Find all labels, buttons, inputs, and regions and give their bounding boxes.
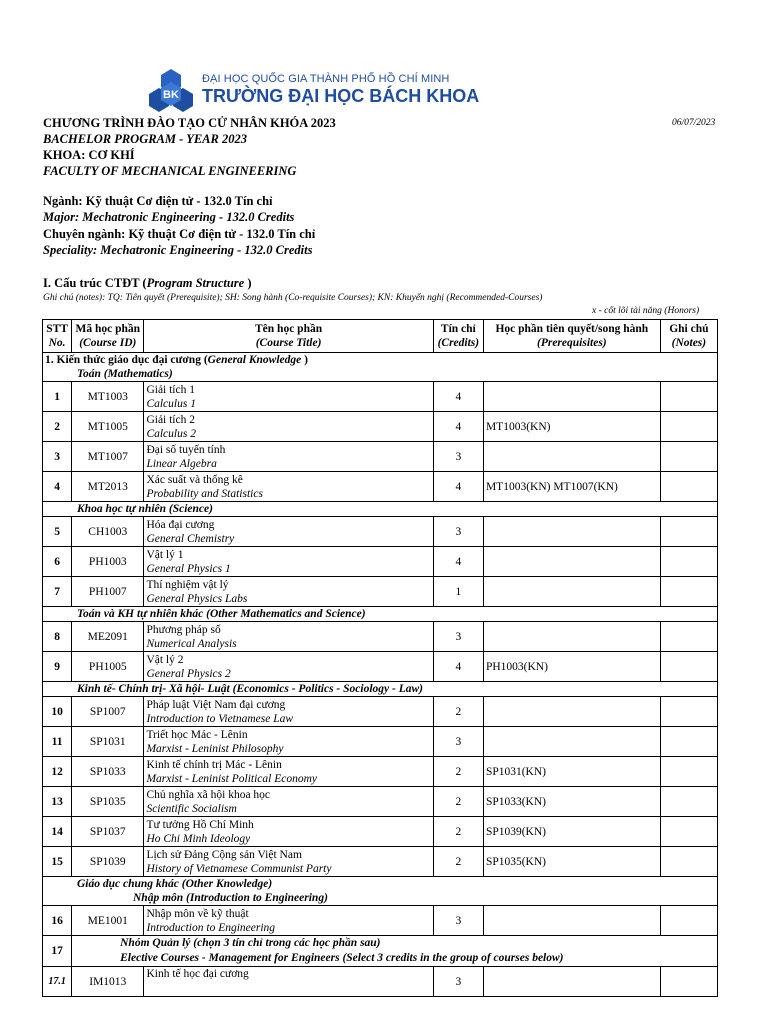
course-title-en: Linear Algebra [146,457,217,470]
col-header-notes: Ghi chú (Notes) [660,320,717,353]
course-notes [660,787,717,817]
structure-heading-close: ) [244,276,252,290]
course-stt: 1 [43,382,72,412]
course-prereq [483,577,660,607]
faculty-vn: KHOA: CƠ KHÍ [43,148,135,162]
table-row [43,817,718,847]
table-row [43,652,718,682]
course-title-en: General Physics 2 [146,667,231,680]
course-notes [660,697,717,727]
course-notes [660,906,717,936]
table-row [43,906,718,936]
course-title [144,727,433,757]
logo-line2: TRƯỜNG ĐẠI HỌC BÁCH KHOA [202,86,480,106]
course-credits: 3 [433,906,483,936]
course-title [144,787,433,817]
course-prereq [483,906,660,936]
course-title [144,906,433,936]
table-row [43,697,718,727]
course-prereq: SP1039(KN) [483,817,660,847]
course-prereq: MT1003(KN) MT1007(KN) [483,472,660,502]
course-credits: 4 [433,382,483,412]
course-title-en: Probability and Statistics [146,487,263,500]
course-table-body [43,353,718,997]
faculty-en: FACULTY OF MECHANICAL ENGINEERING [43,164,297,178]
course-title-vn: Lịch sử Đảng Cộng sản Việt Nam [146,848,302,861]
course-title-en: Introduction to Engineering [146,921,276,934]
course-code: MT2013 [72,472,144,502]
course-notes [660,967,717,997]
course-title-vn: Xác suất và thống kê [146,473,243,486]
group-econ: Kinh tế- Chính trị- Xã hội- Luật (Economics - Politics - Sociology - Law) [43,682,718,697]
table-row [43,442,718,472]
course-title [144,547,433,577]
group-heading-row [43,877,718,892]
elective-group-row [43,936,718,967]
course-prereq [483,622,660,652]
course-notes [660,442,717,472]
course-stt: 11 [43,727,72,757]
course-title [144,577,433,607]
group-heading-row [43,502,718,517]
course-credits: 2 [433,757,483,787]
course-prereq [483,442,660,472]
structure-heading-en: Program Structure [146,276,245,290]
notes-legend: Ghi chú (notes): TQ: Tiên quyết (Prerequisite); SH: Song hành (Co-requisite Courses); KN: Khuyến nghị (Recommended-Courses) [43,293,543,303]
course-code: PH1003 [72,547,144,577]
program-title-en: BACHELOR PROGRAM - YEAR 2023 [43,132,247,146]
group-heading-row [43,367,718,382]
course-title [144,382,433,412]
table-row [43,622,718,652]
course-code: SP1035 [72,787,144,817]
major-vn: Ngành: Kỹ thuật Cơ điện tử - 132.0 Tín chỉ [43,194,273,208]
table-row [43,382,718,412]
section-general-knowledge: 1. Kiến thức giáo dục đại cương (General Knowledge ) [43,353,718,368]
course-title-vn: Hóa đại cương [146,518,215,531]
course-title-vn: Thí nghiệm vật lý [146,578,229,591]
course-title [144,622,433,652]
course-title [144,652,433,682]
elective-title-en: Elective Courses - Management for Engineers (Select 3 credits in the group of courses below) [120,952,564,964]
course-stt: 4 [43,472,72,502]
course-credits: 2 [433,787,483,817]
section-heading-row [43,353,718,368]
col-header-title: Tên học phần (Course Title) [144,320,433,353]
group-heading-row [43,607,718,622]
course-title [144,847,433,877]
course-notes [660,817,717,847]
major-en: Major: Mechatronic Engineering - 132.0 Credits [43,210,295,224]
course-credits: 3 [433,967,483,997]
course-credits: 3 [433,727,483,757]
logo-line1: ĐẠI HỌC QUỐC GIA THÀNH PHỐ HỒ CHÍ MINH [202,73,450,85]
course-stt: 10 [43,697,72,727]
col-header-credits: Tín chỉ (Credits) [433,320,483,353]
course-notes [660,547,717,577]
course-title-en: Calculus 1 [146,397,196,410]
course-code: PH1005 [72,652,144,682]
course-notes [660,382,717,412]
table-row [43,517,718,547]
structure-heading-vn: I. Cấu trúc CTĐT ( [43,276,147,290]
group-other-math: Toán và KH tự nhiên khác (Other Mathematics and Science) [43,607,718,622]
subgroup-heading-row [43,891,718,906]
course-stt: 13 [43,787,72,817]
course-stt: 2 [43,412,72,442]
course-stt: 7 [43,577,72,607]
course-notes [660,517,717,547]
elective-title-vn: Nhóm Quản lý (chọn 3 tín chỉ trong các học phần sau) [120,937,381,949]
course-stt: 3 [43,442,72,472]
course-prereq [483,547,660,577]
course-prereq: SP1031(KN) [483,757,660,787]
col-header-prereq: Học phần tiên quyết/song hành (Prerequisites) [483,320,660,353]
course-title-en: Numerical Analysis [146,637,237,650]
speciality-vn: Chuyên ngành: Kỹ thuật Cơ điện tử - 132.0 Tín chỉ [43,227,316,241]
course-title-en: General Physics Labs [146,592,248,605]
elective-stt: 17 [43,936,72,967]
course-prereq: SP1033(KN) [483,787,660,817]
course-title [144,967,433,997]
course-stt: 12 [43,757,72,787]
course-code: CH1003 [72,517,144,547]
logo-mark-text: BK [163,89,179,101]
course-prereq [483,967,660,997]
course-notes [660,847,717,877]
course-credits: 4 [433,472,483,502]
course-notes [660,412,717,442]
course-title-vn: Giải tích 2 [146,413,195,426]
course-title-en: General Chemistry [146,532,235,545]
course-title-vn: Kinh tế chính trị Mác - Lênin [146,758,282,771]
course-title [144,517,433,547]
table-row [43,412,718,442]
course-stt: 17.1 [43,967,72,997]
course-title-vn: Đại số tuyến tính [146,443,226,456]
course-code: SP1033 [72,757,144,787]
course-title-vn: Phương pháp số [146,623,221,636]
course-title-vn: Triết học Mác - Lênin [146,728,248,741]
group-math: Toán (Mathematics) [43,367,718,382]
course-code: IM1013 [72,967,144,997]
table-row [43,757,718,787]
course-credits: 2 [433,817,483,847]
table-row [43,547,718,577]
course-prereq: MT1003(KN) [483,412,660,442]
honors-legend: x - cốt lõi tài năng (Honors) [592,306,700,316]
course-prereq: SP1035(KN) [483,847,660,877]
course-title-en: Ho Chi Minh Ideology [146,832,251,845]
course-stt: 16 [43,906,72,936]
course-notes [660,622,717,652]
table-row [43,727,718,757]
subgroup-intro-eng: Nhập môn (Introduction to Engineering) [43,891,718,906]
course-table [42,319,718,997]
course-title [144,697,433,727]
course-title [144,817,433,847]
course-title-en: Marxist - Leninist Political Economy [146,772,317,785]
group-science: Khoa học tự nhiên (Science) [43,502,718,517]
col-header-stt: STT No. [43,320,72,353]
course-title-en: History of Vietnamese Communist Party [146,862,332,875]
course-title [144,442,433,472]
course-title-en: Introduction to Vietnamese Law [146,712,294,725]
bk-logo-icon [148,68,194,112]
elective-group-title [72,936,718,967]
course-stt: 15 [43,847,72,877]
course-notes [660,472,717,502]
course-stt: 6 [43,547,72,577]
group-other-knowledge: Giáo dục chung khác (Other Knowledge) [43,877,718,892]
table-row [43,847,718,877]
course-notes [660,727,717,757]
university-logo [148,68,480,112]
course-stt: 8 [43,622,72,652]
course-prereq: PH1003(KN) [483,652,660,682]
course-title-en: Scientific Socialism [146,802,237,815]
table-row [43,577,718,607]
course-title-vn: Chủ nghĩa xã hội khoa học [146,788,271,801]
course-credits: 4 [433,412,483,442]
course-code: SP1039 [72,847,144,877]
course-credits: 3 [433,517,483,547]
course-code: SP1007 [72,697,144,727]
program-title-vn: CHƯƠNG TRÌNH ĐÀO TẠO CỬ NHÂN KHÓA 2023 [43,116,336,130]
course-title-vn: Pháp luật Việt Nam đại cương [146,698,286,711]
document-date: 06/07/2023 [672,118,716,128]
course-title [144,472,433,502]
table-header-row [43,320,718,353]
course-title-vn: Vật lý 2 [146,653,184,666]
course-credits: 3 [433,622,483,652]
course-title [144,757,433,787]
col-header-code: Mã học phần (Course ID) [72,320,144,353]
course-title-vn: Nhập môn về kỹ thuật [146,907,249,920]
course-title-en: Marxist - Leninist Philosophy [146,742,284,755]
course-code: PH1007 [72,577,144,607]
course-prereq [483,727,660,757]
course-prereq [483,382,660,412]
course-prereq [483,697,660,727]
table-row [43,472,718,502]
group-heading-row [43,682,718,697]
course-credits: 2 [433,847,483,877]
course-stt: 14 [43,817,72,847]
course-title [144,412,433,442]
structure-heading [43,275,252,291]
course-code: MT1005 [72,412,144,442]
course-credits: 2 [433,697,483,727]
table-row [43,787,718,817]
course-title-vn: Vật lý 1 [146,548,184,561]
course-notes [660,652,717,682]
course-code: MT1003 [72,382,144,412]
table-row [43,967,718,997]
course-title-vn: Giải tích 1 [146,383,195,396]
course-title-vn: Tư tưởng Hồ Chí Minh [146,818,254,831]
course-code: ME2091 [72,622,144,652]
speciality-en: Speciality: Mechatronic Engineering - 132.0 Credits [43,243,313,257]
course-title-vn: Kinh tế học đại cương [146,968,249,980]
course-credits: 4 [433,652,483,682]
course-code: SP1031 [72,727,144,757]
course-stt: 5 [43,517,72,547]
course-credits: 1 [433,577,483,607]
course-title-en: General Physics 1 [146,562,231,575]
course-code: SP1037 [72,817,144,847]
course-stt: 9 [43,652,72,682]
course-notes [660,757,717,787]
course-code: ME1001 [72,906,144,936]
course-credits: 3 [433,442,483,472]
course-credits: 4 [433,547,483,577]
course-prereq [483,517,660,547]
course-code: MT1007 [72,442,144,472]
course-title-en: Calculus 2 [146,427,196,440]
course-notes [660,577,717,607]
